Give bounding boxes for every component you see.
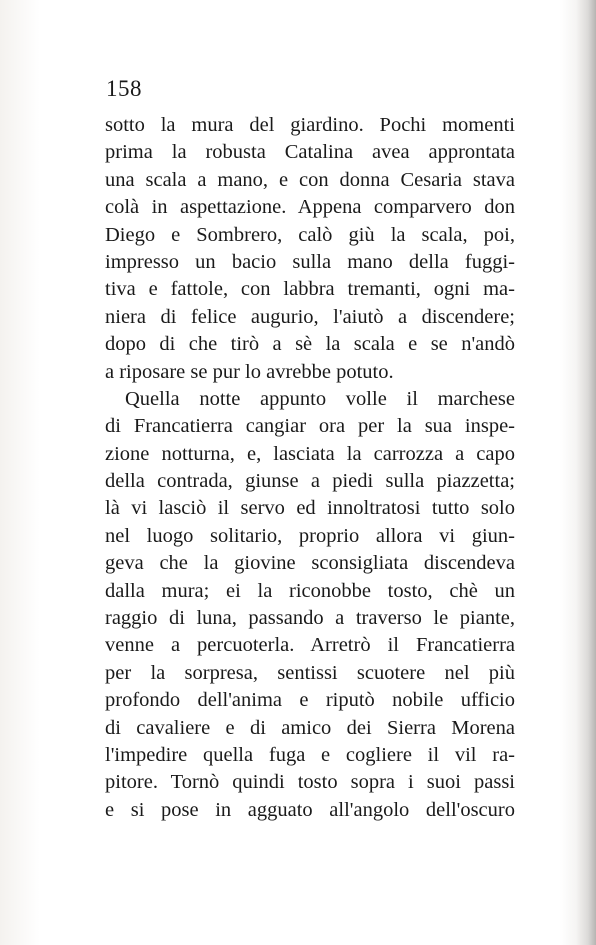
text-line: prima la robusta Catalina avea approntata xyxy=(105,141,515,164)
body-text xyxy=(105,112,515,824)
text-line: zione notturna, e, lasciata la carrozza a capo xyxy=(105,442,515,465)
text-line: della contrada, giunse a piedi sulla piazzetta; xyxy=(105,470,515,493)
text-line: dopo di che tirò a sè la scala e se n'andò xyxy=(105,333,515,356)
text-line: nel luogo solitario, proprio allora vi giun- xyxy=(105,524,515,547)
text-line: geva che la giovine sconsigliata discendeva xyxy=(105,552,515,575)
text-line: venne a percuoterla. Arretrò il Francatierra xyxy=(105,634,515,657)
text-line: dalla mura; ei la riconobbe tosto, chè un xyxy=(105,579,515,602)
text-line: pitore. Tornò quindi tosto sopra i suoi passi xyxy=(105,771,515,794)
page-number: 158 xyxy=(106,76,142,101)
text-line: raggio di luna, passando a traverso le piante, xyxy=(105,607,515,630)
text-line: e si pose in agguato all'angolo dell'oscuro xyxy=(105,798,515,821)
text-line: profondo dell'anima e riputò nobile ufficio xyxy=(105,689,515,712)
text-line: là vi lasciò il servo ed innoltratosi tutto solo xyxy=(105,497,515,520)
text-line: per la sorpresa, sentissi scuotere nel più xyxy=(105,661,515,684)
text-line: a riposare se pur lo avrebbe potuto. xyxy=(105,360,394,383)
text-line: l'impedire quella fuga e cogliere il vil ra- xyxy=(105,743,515,766)
text-line: una scala a mano, e con donna Cesaria stava xyxy=(105,168,515,191)
text-line: tiva e fattole, con labbra tremanti, ogni ma- xyxy=(105,278,515,301)
text-line: di cavaliere e di amico dei Sierra Morena xyxy=(105,716,515,739)
page-edge-shadow xyxy=(576,0,596,945)
text-line: colà in aspettazione. Appena comparvero don xyxy=(105,196,515,219)
text-line: impresso un bacio sulla mano della fuggi- xyxy=(105,250,515,273)
text-line: niera di felice augurio, l'aiutò a discendere; xyxy=(105,305,515,328)
text-line: Quella notte appunto volle il marchese xyxy=(125,387,515,410)
text-line: sotto la mura del giardino. Pochi momenti xyxy=(105,114,515,136)
text-line: Diego e Sombrero, calò giù la scala, poi, xyxy=(105,223,515,246)
text-line: di Francatierra cangiar ora per la sua inspe- xyxy=(105,415,515,438)
